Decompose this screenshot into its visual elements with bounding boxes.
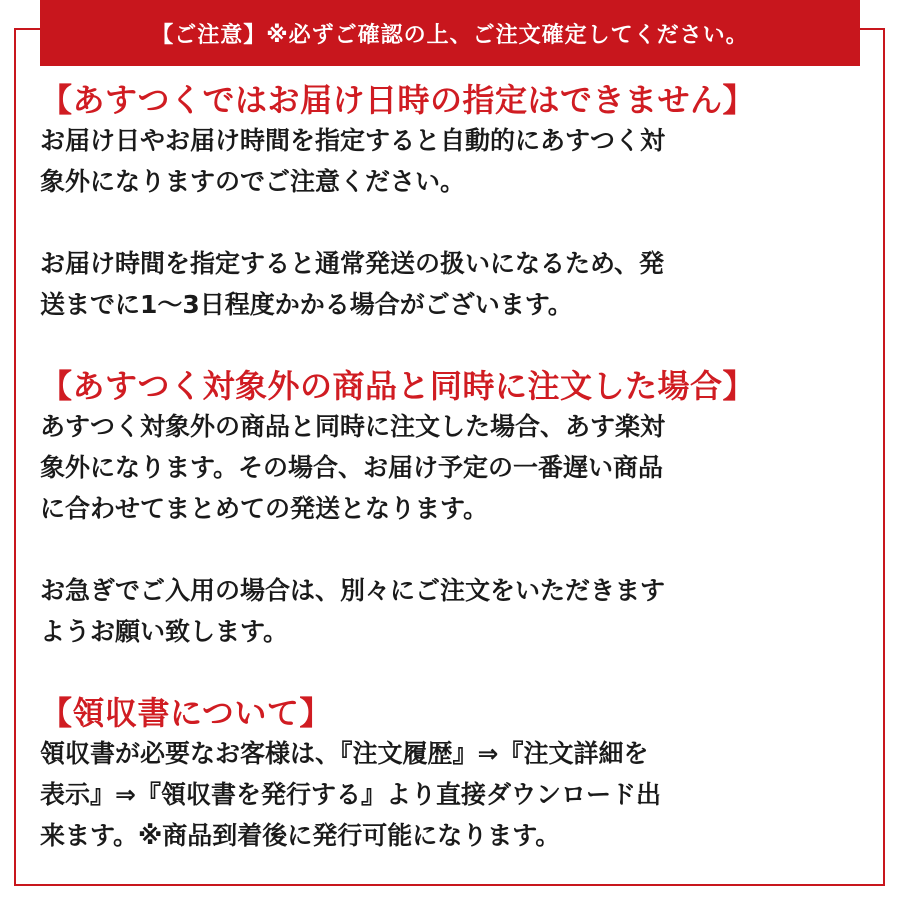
- paragraph-line: 表示』⇒『領収書を発行する』より直接ダウンロード出: [40, 780, 661, 809]
- section-heading: 【あすつく対象外の商品と同時に注文した場合】: [40, 367, 756, 405]
- paragraph-line: 象外になります。その場合、お届け予定の一番遅い商品: [40, 453, 664, 482]
- paragraph-line: 象外になりますのでご注意ください。: [40, 167, 466, 196]
- notice-content: [40, 80, 850, 856]
- paragraph-line: あすつく対象外の商品と同時に注文した場合、あす楽対: [40, 412, 666, 441]
- paragraph-line: に合わせてまとめての発送となります。: [40, 494, 489, 523]
- notice-banner: [40, 0, 860, 66]
- spacer: [40, 652, 850, 693]
- spacer: [40, 202, 850, 243]
- section-delivery-date: [40, 80, 850, 325]
- section-mixed-order: [40, 366, 850, 652]
- paragraph-line: 来ます。※商品到着後に発行可能になります。: [40, 821, 561, 850]
- section-receipt: [40, 693, 850, 856]
- section-heading: 【あすつくではお届け日時の指定はできません】: [40, 81, 756, 119]
- banner-text: 【ご注意】※必ずご確認の上、ご注文確定してください。: [151, 22, 749, 48]
- section-heading: 【領収書について】: [40, 694, 332, 732]
- paragraph-line: 送までに1〜3日程度かかる場合がございます。: [40, 290, 573, 319]
- spacer: [40, 325, 850, 366]
- paragraph-line: 領収書が必要なお客様は、『注文履歴』⇒『注文詳細を: [40, 739, 649, 768]
- spacer: [40, 529, 850, 570]
- paragraph-line: お届け日やお届け時間を指定すると自動的にあすつく対: [40, 126, 666, 155]
- paragraph-line: ようお願い致します。: [40, 617, 289, 646]
- paragraph-line: お急ぎでご入用の場合は、別々にご注文をいただきます: [40, 576, 666, 605]
- paragraph-line: お届け時間を指定すると通常発送の扱いになるため、発: [40, 249, 665, 278]
